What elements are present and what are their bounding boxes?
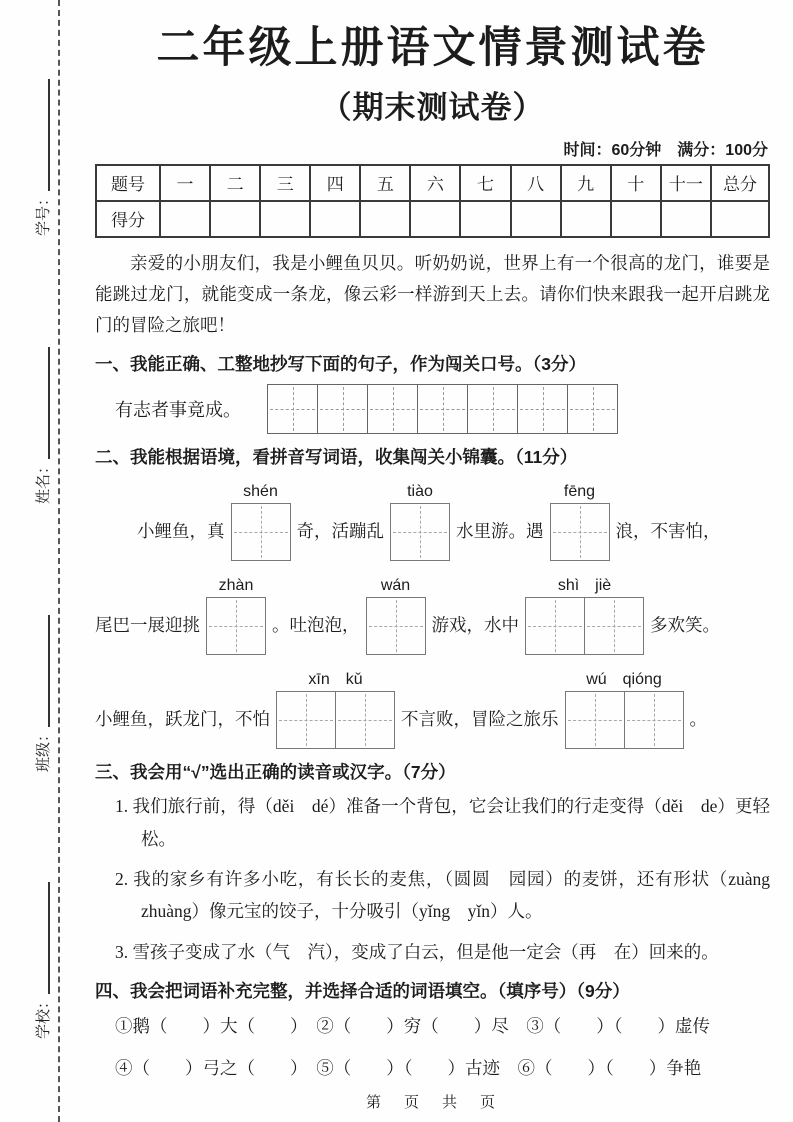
score-table-score-row — [96, 201, 769, 237]
score-blank-cell — [310, 201, 360, 237]
pinyin-label: fēng — [563, 482, 596, 500]
fill-blank-line — [47, 615, 50, 727]
score-header-cell: 五 — [360, 165, 410, 201]
copy-sentence-row — [115, 384, 770, 434]
page-footer: 第 页 共 页 — [365, 1094, 499, 1111]
word-completion-line-2: ④（ ）弓之（ ） ⑤（ ）（ ）古迹 ⑥（ ）（ ）争艳 — [115, 1057, 702, 1078]
writing-grid-cell — [267, 384, 318, 434]
pinyin-label: tiào — [407, 482, 433, 500]
page-subtitle: （期末测试卷） — [320, 89, 545, 125]
question-item-3: 3. 雪孩子变成了水（气 汽），变成了白云，但是他一定会（再 在）回来的。 — [115, 941, 719, 962]
name-label: 姓名： — [36, 458, 52, 504]
answer-cell — [584, 597, 644, 655]
sentence-segment: 小鲤鱼，跃龙门，不怕 — [95, 709, 270, 730]
score-blank-cell — [661, 201, 711, 237]
section-three-header: 三、我会用“√”选出正确的读音或汉字。（7分） — [95, 762, 456, 783]
school-label: 学校： — [36, 993, 52, 1039]
sentence-segment: 水里游。遇 — [456, 521, 544, 542]
writing-grid-cell — [567, 384, 618, 434]
score-blank-cell — [410, 201, 460, 237]
pinyin-label: shén — [243, 482, 278, 500]
score-blank-cell — [611, 201, 661, 237]
answer-cell — [565, 691, 625, 749]
writing-grid-cell — [517, 384, 568, 434]
score-header-cell: 八 — [511, 165, 561, 201]
sentence-segment: 奇，活蹦乱 — [296, 521, 384, 542]
score-header-cell: 七 — [460, 165, 510, 201]
writing-grid-cell — [367, 384, 418, 434]
pinyin-answer-box — [390, 482, 450, 561]
pinyin-label: xīn kǔ — [308, 670, 363, 688]
sentence-segment: 尾巴一展迎挑 — [95, 615, 200, 636]
exam-content — [95, 0, 788, 1094]
pinyin-answer-box — [525, 576, 644, 655]
score-header-cell: 九 — [561, 165, 611, 201]
question-item-2: 2. 我的家乡有许多小吃，有长长的麦焦，（圆圆 园园）的麦饼，还有形状（zuàng zhuàng）像元宝的饺子，十分吸引（yǐng yǐn）人。 — [115, 868, 788, 922]
student-field-name — [19, 336, 53, 504]
score-blank-cell — [561, 201, 611, 237]
score-header-cell: 题号 — [96, 165, 160, 201]
answer-cell — [335, 691, 395, 749]
sentence-segment: 。 — [689, 709, 707, 730]
answer-cell — [231, 503, 291, 561]
pinyin-row-3 — [95, 663, 770, 749]
score-header-cell: 一 — [160, 165, 210, 201]
pinyin-row-1 — [95, 475, 770, 561]
class-label: 班级： — [36, 726, 52, 772]
answer-cell — [525, 597, 585, 655]
score-blank-cell — [210, 201, 260, 237]
score-header-cell: 二 — [210, 165, 260, 201]
score-header-cell: 十 — [611, 165, 661, 201]
answer-cell — [366, 597, 426, 655]
score-header-cell: 总分 — [711, 165, 769, 201]
pinyin-answer-box — [276, 670, 395, 749]
pinyin-label: wú qióng — [586, 670, 662, 688]
answer-cell — [206, 597, 266, 655]
student-field-school — [19, 871, 53, 1039]
time-score-info: 时间：60分钟 满分：100分 — [563, 141, 768, 159]
answer-cell — [550, 503, 610, 561]
writing-grid-cell — [417, 384, 468, 434]
sentence-segment: 。吐泡泡， — [272, 615, 360, 636]
pinyin-label: wán — [380, 576, 411, 594]
writing-grid-cell — [467, 384, 518, 434]
score-blank-cell — [711, 201, 769, 237]
fill-blank-line — [47, 79, 50, 191]
pinyin-label: shì jiè — [557, 576, 612, 594]
answer-cell — [276, 691, 336, 749]
score-table — [95, 164, 770, 238]
student-field-class — [19, 604, 53, 772]
section-four-header: 四、我会把词语补充完整，并选择合适的词语填空。（填序号）（9分） — [95, 981, 630, 1002]
score-row-label: 得分 — [96, 201, 160, 237]
fill-blank-line — [47, 347, 50, 459]
score-blank-cell — [260, 201, 310, 237]
section-one-header: 一、我能正确、工整地抄写下面的句子，作为闯关口号。（3分） — [95, 354, 586, 375]
score-header-cell: 六 — [410, 165, 460, 201]
score-blank-cell — [360, 201, 410, 237]
answer-cell — [390, 503, 450, 561]
pinyin-answer-box — [565, 670, 684, 749]
sentence-segment: 浪，不害怕， — [615, 521, 721, 542]
pinyin-answer-box — [231, 482, 291, 561]
score-blank-cell — [511, 201, 561, 237]
sentence-segment: 多欢笑。 — [650, 615, 720, 636]
fill-blank-line — [47, 882, 50, 994]
score-blank-cell — [160, 201, 210, 237]
pinyin-answer-box — [206, 576, 266, 655]
page-title: 二年级上册语文情景测试卷 — [156, 24, 709, 72]
margin-dashed-divider — [58, 0, 60, 1122]
score-header-cell: 三 — [260, 165, 310, 201]
score-header-cell: 十一 — [661, 165, 711, 201]
sentence-segment: 小鲤鱼，真 — [137, 521, 225, 542]
sentence-segment: 游戏，水中 — [431, 615, 519, 636]
section-two-header: 二、我能根据语境，看拼音写词语，收集闯关小锦囊。（11分） — [95, 447, 578, 468]
student-field-student-number — [19, 68, 53, 236]
pinyin-row-2 — [95, 569, 770, 655]
student-number-label: 学号： — [36, 190, 52, 236]
word-completion-line-1: ①鹅（ ）大（ ） ②（ ）穷（ ）尽 ③（ ）（ ）虚传 — [115, 1016, 710, 1037]
answer-cell — [624, 691, 684, 749]
score-table-header-row — [96, 165, 769, 201]
score-header-cell: 四 — [310, 165, 360, 201]
question-item-1: 1. 我们旅行前，得（děi dé）准备一个背包，它会让我们的行走变得（děi de）更轻松。 — [115, 796, 770, 849]
sentence-segment: 不言败，冒险之旅乐 — [401, 709, 559, 730]
pinyin-answer-box — [550, 482, 610, 561]
pinyin-answer-box — [366, 576, 426, 655]
writing-grid — [267, 384, 618, 434]
pinyin-label: zhàn — [218, 576, 254, 594]
intro-paragraph: 亲爱的小朋友们，我是小鲤鱼贝贝。听奶奶说，世界上有一个很高的龙门，谁要是能跳过龙门，就能变成一条龙，像云彩一样游到天上去。请你们快来跟我一起开启跳龙门的冒险之旅吧！ — [95, 252, 770, 336]
writing-grid-cell — [317, 384, 368, 434]
score-blank-cell — [460, 201, 510, 237]
sentence-to-copy: 有志者事竟成。 — [115, 400, 241, 421]
